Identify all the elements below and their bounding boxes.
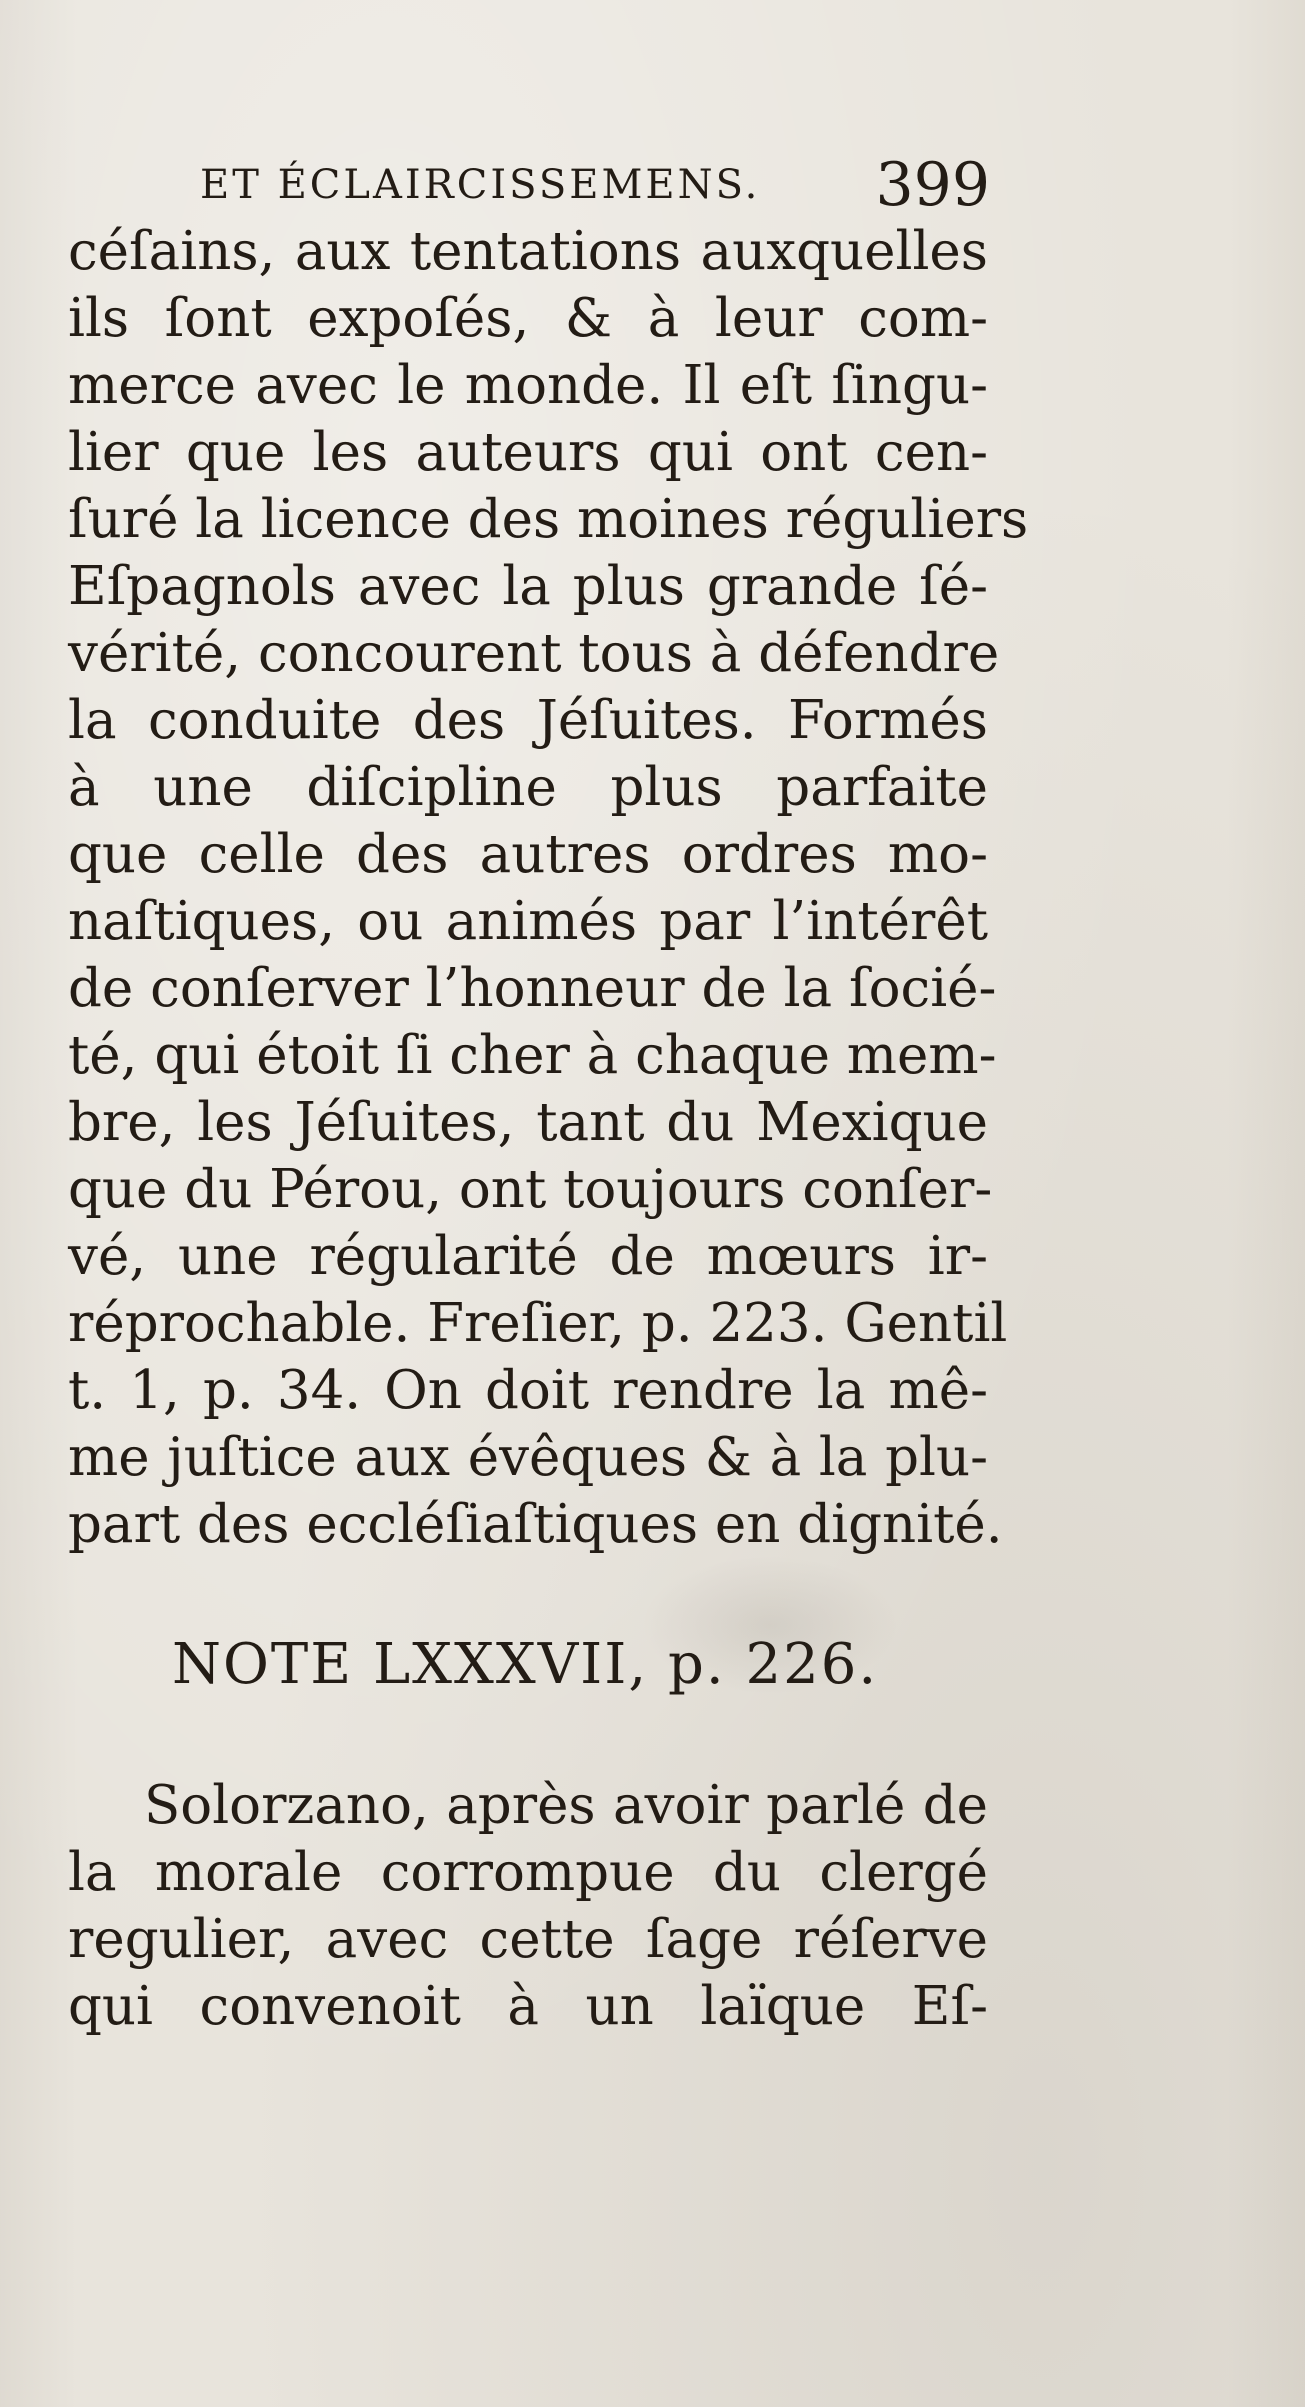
text-line: de conſerver l’honneur de la ſocié- — [68, 958, 997, 1019]
text-line: vérité, concourent tous à défendre — [68, 623, 1000, 684]
text-line: la morale corrompue du clergé — [68, 1842, 988, 1903]
paragraph-2 — [68, 1772, 988, 2040]
text-line: regulier, avec cette ſage réſerve — [68, 1909, 988, 1970]
text-line: la conduite des Jéſuites. Formés — [68, 690, 988, 751]
text-line: Solorzano, après avoir parlé de — [144, 1775, 988, 1836]
text-line: bre, les Jéſuites, tant du Mexique — [68, 1092, 988, 1153]
text-line: merce avec le monde. Il eſt ſingu- — [68, 355, 988, 416]
text-line: que du Pérou, ont toujours conſer- — [68, 1159, 993, 1220]
running-title: ET ÉCLAIRCISSEMENS. — [200, 162, 761, 208]
note-heading: NOTE LXXXVII, p. 226. — [172, 1632, 879, 1697]
paragraph-1 — [68, 218, 1029, 1558]
page-number: 399 — [875, 150, 990, 220]
text-line: lier que les auteurs qui ont cen- — [68, 422, 988, 483]
text-line: à une diſcipline plus parfaite — [68, 757, 988, 818]
text-line: ils ſont expoſés, & à leur com- — [68, 288, 988, 349]
text-line: Eſpagnols avec la plus grande ſé- — [68, 556, 988, 617]
text-line: que celle des autres ordres mo- — [68, 824, 988, 885]
text-line: réprochable. Freſier, p. 223. Gentil — [68, 1293, 1008, 1354]
running-head — [200, 150, 990, 220]
text-line: me juſtice aux évêques & à la plu- — [68, 1427, 988, 1488]
text-line: ſuré la licence des moines réguliers — [68, 489, 1029, 550]
text-line: vé, une régularité de mœurs ir- — [68, 1226, 988, 1287]
text-line: naſtiques, ou animés par l’intérêt — [68, 891, 988, 952]
text-line: t. 1, p. 34. On doit rendre la mê- — [68, 1360, 988, 1421]
text-line: part des eccléſiaſtiques en dignité. — [68, 1494, 1003, 1555]
text-line: té, qui étoit ſi cher à chaque mem- — [68, 1025, 997, 1086]
text-line: qui convenoit à un laïque Eſ- — [68, 1976, 988, 2037]
text-line: céſains, aux tentations auxquelles — [68, 221, 988, 282]
